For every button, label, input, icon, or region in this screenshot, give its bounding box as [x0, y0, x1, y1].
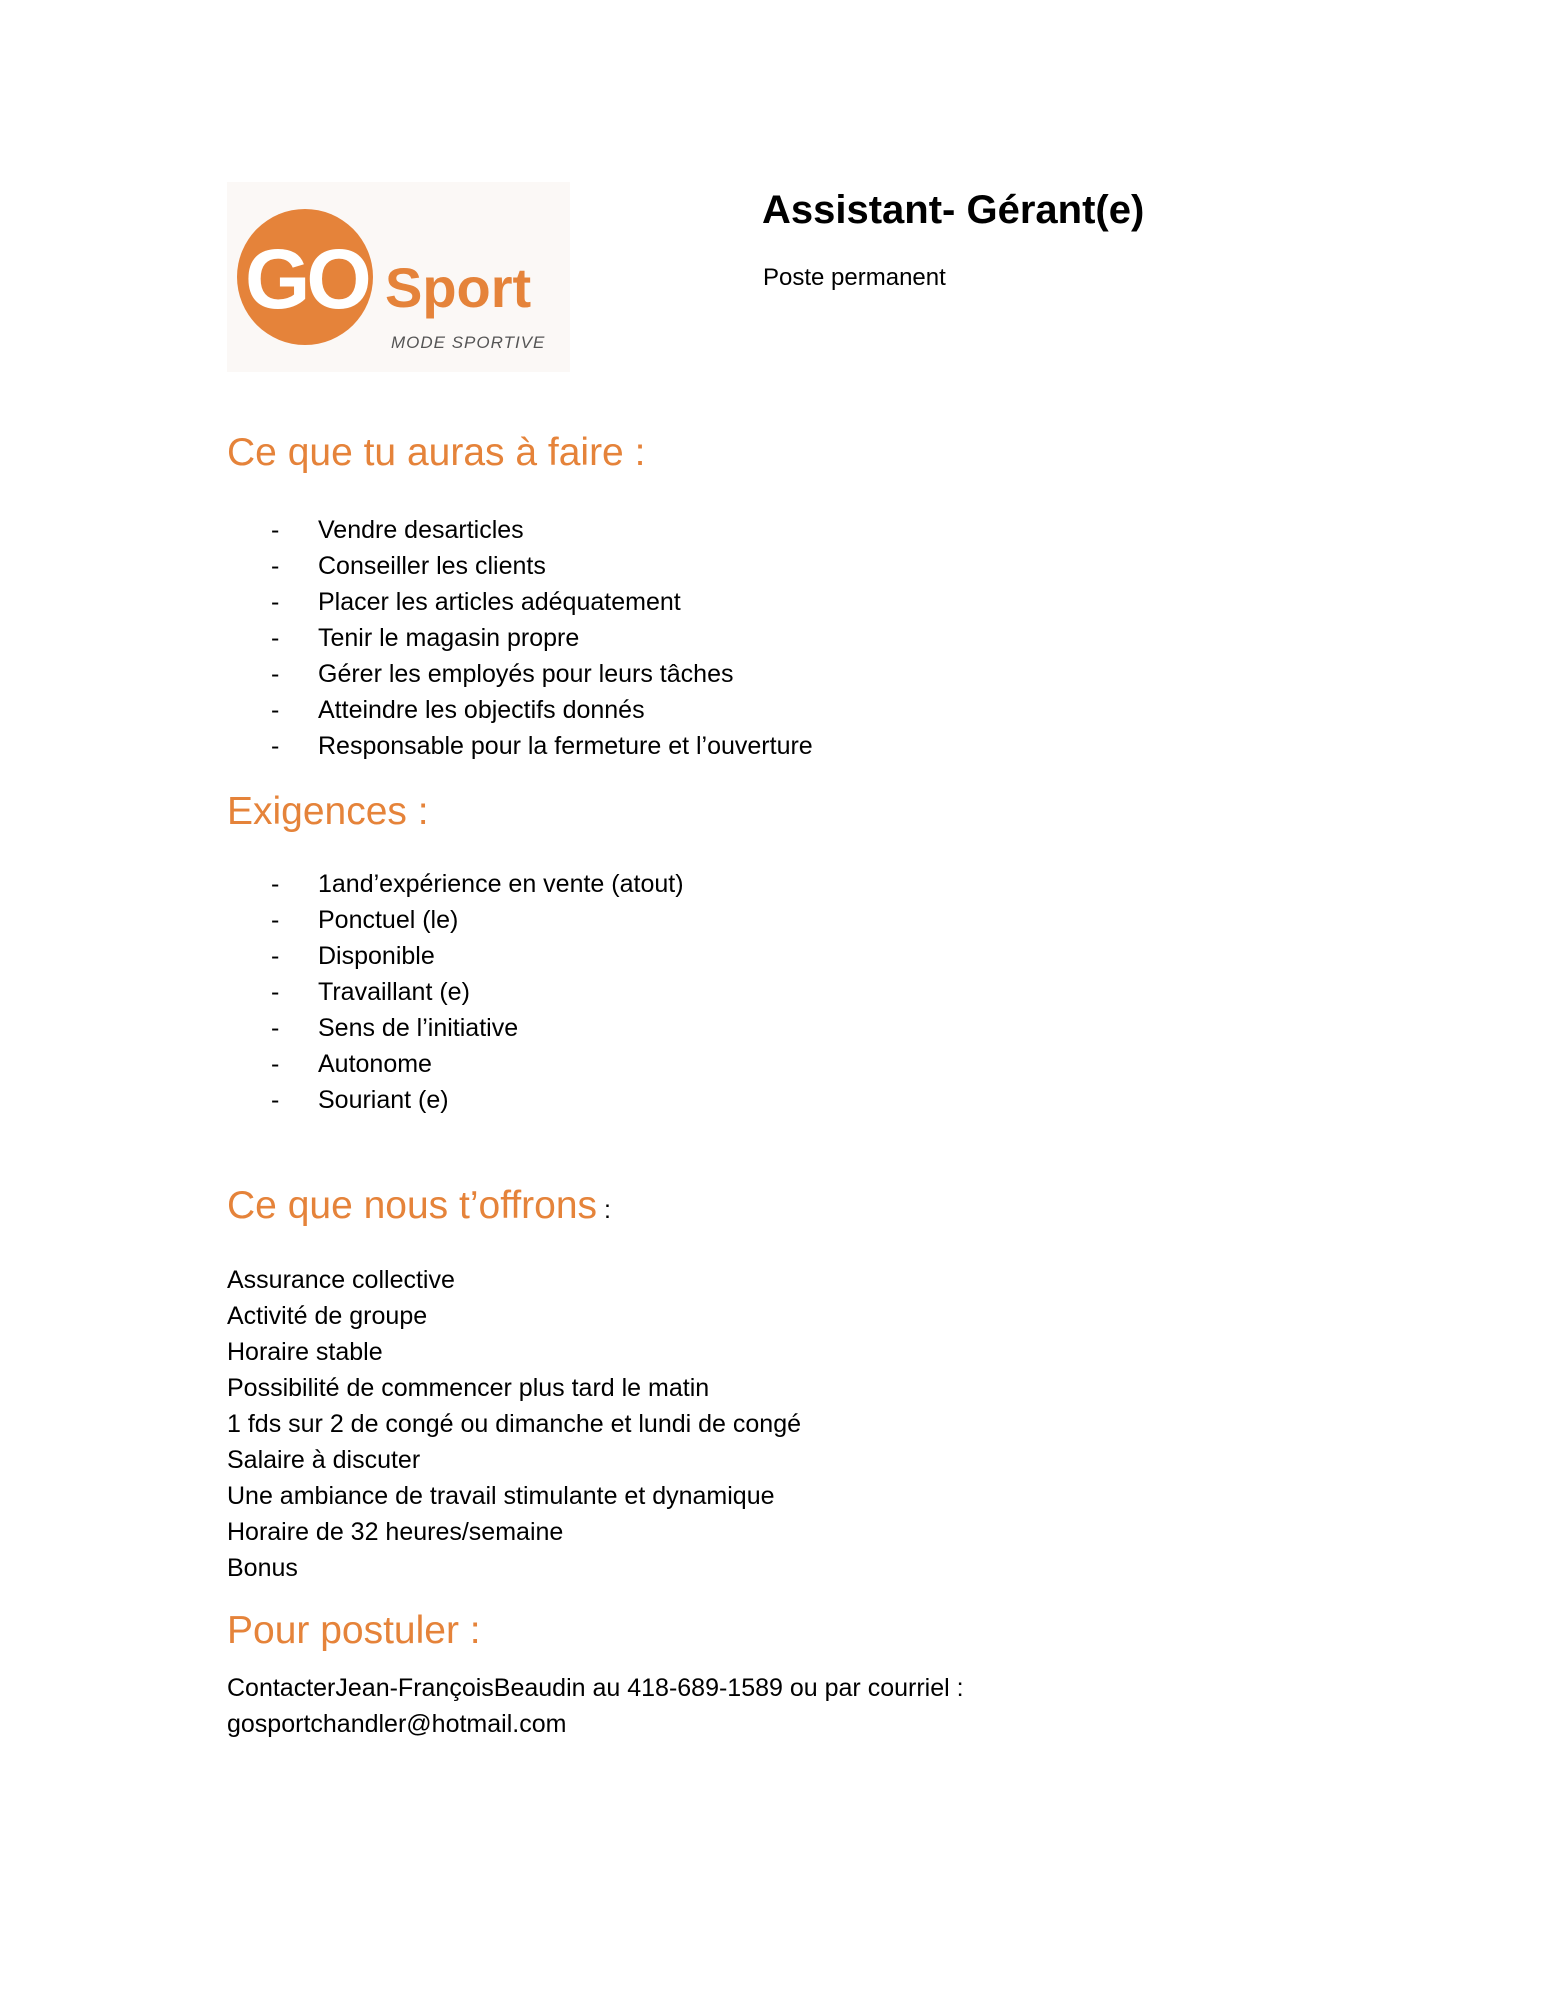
tasks-heading: Ce que tu auras à faire :	[227, 431, 646, 474]
list-item: - Conseiller les clients	[271, 552, 546, 580]
task-text: Responsable pour la fermeture et l’ouverture	[318, 732, 813, 760]
list-item: - Souriant (e)	[271, 1086, 449, 1114]
requirement-text: Souriant (e)	[318, 1086, 449, 1114]
list-item: - Disponible	[271, 942, 435, 970]
list-item: - Travaillant (e)	[271, 978, 470, 1006]
offers-list	[227, 1262, 801, 1586]
offers-heading	[227, 1181, 611, 1235]
list-item: - Placer les articles adéquatement	[271, 588, 681, 616]
list-item: Possibilité de commencer plus tard le matin	[227, 1374, 710, 1402]
job-type: Poste permanent	[763, 264, 946, 291]
requirements-list	[227, 866, 684, 1118]
contact-info	[227, 1670, 964, 1742]
requirement-text: Sens de l’initiative	[318, 1014, 519, 1042]
task-text: Atteindre les objectifs donnés	[318, 696, 645, 724]
requirement-text: Travaillant (e)	[318, 978, 470, 1006]
list-item: Horaire de 32 heures/semaine	[227, 1518, 564, 1546]
requirement-text: Disponible	[318, 942, 435, 970]
task-text: Conseiller les clients	[318, 552, 546, 580]
tasks-list	[227, 512, 813, 764]
list-item: Bonus	[227, 1554, 298, 1582]
offers-heading-text: Ce que nous t’offrons	[227, 1184, 598, 1227]
logo-go-text: GO	[245, 232, 368, 326]
requirement-text: Autonome	[318, 1050, 432, 1078]
task-text: Gérer les employés pour leurs tâches	[318, 660, 734, 688]
list-item: - Responsable pour la fermeture et l’ouverture	[271, 732, 813, 760]
list-item: - Sens de l’initiative	[271, 1014, 519, 1042]
list-item: Une ambiance de travail stimulante et dynamique	[227, 1482, 775, 1510]
list-item: Salaire à discuter	[227, 1446, 421, 1474]
list-item: Assurance collective	[227, 1266, 455, 1294]
list-item: - Vendre desarticles	[271, 516, 524, 544]
task-text: Placer les articles adéquatement	[318, 588, 681, 616]
list-item: - Ponctuel (le)	[271, 906, 459, 934]
task-text: Tenir le magasin propre	[318, 624, 580, 652]
list-item: Activité de groupe	[227, 1302, 428, 1330]
list-item: Horaire stable	[227, 1338, 383, 1366]
task-text: Vendre desarticles	[318, 516, 524, 544]
offers-heading-suffix: :	[597, 1196, 611, 1224]
requirements-heading: Exigences :	[227, 790, 429, 833]
contact-line: ContacterJean-FrançoisBeaudin au 418-689-1589 ou par courriel :	[227, 1674, 964, 1702]
requirement-text: Ponctuel (le)	[318, 906, 459, 934]
job-title: Assistant- Gérant(e)	[762, 188, 1145, 232]
list-item: - Gérer les employés pour leurs tâches	[271, 660, 734, 688]
requirement-text: 1and’expérience en vente (atout)	[318, 870, 684, 898]
list-item: 1 fds sur 2 de congé ou dimanche et lundi de congé	[227, 1410, 802, 1438]
list-item: - Atteindre les objectifs donnés	[271, 696, 645, 724]
list-item: - Autonome	[271, 1050, 432, 1078]
gosport-logo-graphic	[227, 182, 570, 372]
logo-sport-text: Sport	[385, 256, 532, 319]
gosport-logo	[227, 182, 570, 372]
logo-tagline: MODE SPORTIVE	[391, 333, 546, 352]
contact-email: gosportchandler@hotmail.com	[227, 1710, 567, 1738]
apply-heading: Pour postuler :	[227, 1609, 481, 1652]
list-item: - 1and’expérience en vente (atout)	[271, 870, 684, 898]
list-item: - Tenir le magasin propre	[271, 624, 580, 652]
